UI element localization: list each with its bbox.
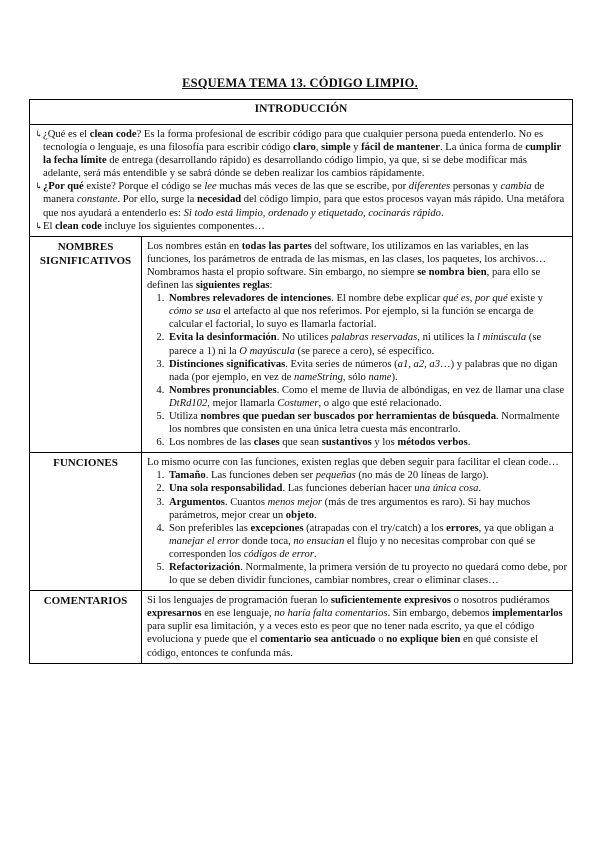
- paragraph-text: [43, 180, 567, 219]
- text-run: Lo mismo ocurre con las funciones, existen reglas que deben seguir para facilitar el clean code…: [147, 457, 559, 469]
- intro-content: [30, 125, 573, 237]
- text-run: errores: [446, 522, 479, 534]
- rules-list: [147, 292, 567, 449]
- text-run: en ese lenguaje,: [201, 608, 275, 620]
- list-item: [167, 482, 567, 495]
- rules-list: [147, 469, 567, 587]
- text-run: …) y palabras que no digan nada (por ejemplo, en vez de: [169, 358, 558, 383]
- text-run: l minúscula: [477, 332, 527, 344]
- text-run: Son preferibles las: [169, 522, 251, 534]
- text-run: el artefacto al que nos referimos. Por ejemplo, si la función se encarga de calcular el factorial, lo suyo es llamarla factorial.: [169, 306, 534, 331]
- text-run: cómo se usa: [169, 306, 221, 318]
- text-run: ¿Por qué: [43, 181, 84, 193]
- text-run: O mayúscula: [239, 345, 295, 357]
- text-run: ¿Qué es el: [43, 129, 90, 140]
- text-run: name: [368, 371, 392, 383]
- text-run: incluye los siguientes componentes…: [101, 220, 265, 232]
- text-run: métodos verbos: [397, 437, 468, 449]
- text-run: Distinciones significativas: [169, 358, 286, 370]
- text-run: (más de tres argumentos es raro). Si hay muchos parámetros, mejor crear un: [169, 496, 531, 521]
- text-run: , o algo que esté relacionado.: [318, 397, 442, 409]
- intro-paragraph: [35, 220, 567, 233]
- text-run: y: [350, 142, 362, 154]
- list-item: [167, 496, 567, 522]
- text-run: . No utilices: [276, 332, 331, 344]
- text-run: .: [478, 483, 482, 495]
- list-item: [167, 384, 567, 410]
- text-run: comentario sea anticuado: [260, 634, 376, 646]
- text-run: cumplir la fecha límite: [43, 142, 561, 167]
- text-run: o: [375, 634, 387, 646]
- text-run: .: [313, 548, 317, 560]
- text-run: . Las funciones deberían hacer: [282, 483, 415, 495]
- text-run: (se parece a 1) ni la: [169, 332, 542, 357]
- text-run: se nombra bien: [417, 266, 487, 278]
- text-run: . Las funciones deben ser: [205, 470, 316, 482]
- text-run: claro: [293, 142, 316, 154]
- paragraph-text: [43, 128, 567, 180]
- text-run: manejar el error: [169, 535, 240, 547]
- text-run: DtRd102: [169, 397, 208, 409]
- text-run: . Normalmente, la primera versión de tu proyecto no quedará como debe, por lo que se deben dividir funciones, cambiar nombres, crear o eliminar clases…: [169, 562, 568, 587]
- text-run: .: [314, 509, 317, 521]
- text-run: existe? Porque el código se: [83, 181, 205, 193]
- list-item: [167, 410, 567, 436]
- list-item: [167, 436, 567, 449]
- arrow-bullet-icon: ↳: [35, 220, 43, 231]
- text-run: excepciones: [250, 522, 304, 534]
- text-run: qué es: [442, 293, 470, 305]
- list-item: [167, 292, 567, 331]
- text-run: clases: [253, 437, 280, 449]
- text-run: ).: [391, 371, 398, 383]
- text-run: . Cuantos: [224, 496, 268, 508]
- text-run: menos mejor: [267, 496, 323, 508]
- text-run: implementarlos: [492, 608, 563, 620]
- text-run: una única cosa: [414, 483, 479, 495]
- text-run: donde toca,: [239, 535, 294, 547]
- text-run: (atrapadas con el try/catch) a los: [303, 522, 447, 534]
- schema-table: [29, 99, 573, 664]
- text-run: nameString: [294, 371, 343, 383]
- arrow-bullet-icon: ↳: [35, 181, 43, 192]
- text-run: no ensucian: [293, 535, 345, 547]
- text-run: fácil de mantener: [361, 142, 440, 154]
- text-run: diferentes: [408, 181, 451, 193]
- text-run: Nombres relevadores de intenciones: [169, 293, 332, 305]
- text-run: códigos de error: [243, 548, 314, 560]
- text-run: Si los lenguajes de programación fueran lo: [147, 595, 331, 607]
- section-intro: [147, 594, 567, 659]
- text-run: no haría falta comentarios: [274, 608, 388, 620]
- text-run: pequeñas: [315, 470, 356, 482]
- section-row: [30, 236, 573, 453]
- section-row: [30, 591, 573, 663]
- intro-paragraph: [35, 128, 567, 180]
- text-run: .: [467, 437, 471, 449]
- text-run: ,: [315, 142, 322, 154]
- text-run: sustantivos: [321, 437, 372, 449]
- list-item: [167, 561, 567, 587]
- text-run: Los nombres están en: [147, 240, 242, 252]
- arrow-bullet-icon: ↳: [35, 129, 43, 139]
- text-run: constante: [76, 194, 118, 206]
- text-run: :: [269, 280, 273, 292]
- text-run: nombres que puedan ser buscados por herramientas de búsqueda: [200, 410, 496, 422]
- intro-heading: INTRODUCCIÓN: [30, 100, 573, 125]
- section-content: [142, 591, 573, 663]
- text-run: . El nombre debe explicar: [331, 293, 443, 305]
- text-run: , sólo: [342, 371, 369, 383]
- text-run: en qué consiste el código, entonces te confunda más.: [147, 634, 539, 659]
- text-run: Nombres pronunciables: [169, 384, 277, 396]
- list-item: [167, 469, 567, 482]
- text-run: Tamaño: [169, 470, 206, 482]
- text-run: ? Es la forma profesional de escribir código para que cualquier persona pueda entenderlo. No es tecnología o lenguaje, es una filosofía para escribir código: [43, 129, 544, 154]
- text-run: .: [440, 207, 444, 219]
- text-run: expresarnos: [147, 608, 202, 620]
- section-label: FUNCIONES: [30, 453, 142, 591]
- text-run: y los: [371, 437, 398, 449]
- section-label: NOMBRES SIGNIFICATIVOS: [30, 236, 142, 453]
- section-content: [142, 236, 573, 453]
- list-item: [167, 522, 567, 561]
- text-run: del software, los utilizamos en las variables, en las funciones, los parámetros de entrada de las mismas, en las clases, los paquetes, los archivos… Nombramos hasta el propio software. Sin embargo, no siempre: [147, 240, 546, 278]
- text-run: por qué: [475, 293, 508, 305]
- section-intro: [147, 240, 567, 292]
- text-run: . Sin embargo, debemos: [387, 608, 493, 620]
- text-run: clean code: [89, 129, 137, 140]
- text-run: clean code: [55, 220, 102, 232]
- text-run: Evita la desinformación: [169, 332, 277, 344]
- text-run: (se parece a cero), sé específico.: [294, 345, 435, 357]
- intro-paragraph: [35, 180, 567, 219]
- intro-row: [30, 125, 573, 237]
- text-run: de manera: [43, 181, 545, 206]
- text-run: Los nombres de las: [169, 437, 254, 449]
- document-title: ESQUEMA TEMA 13. CÓDIGO LIMPIO.: [182, 76, 418, 90]
- text-run: siguientes reglas: [195, 280, 270, 292]
- text-run: . La única forma de: [439, 142, 526, 154]
- text-run: existe y: [507, 293, 543, 305]
- text-run: el flujo y no necesitas comprobar con qué se corresponden los: [169, 535, 536, 560]
- text-run: ,: [469, 293, 475, 305]
- text-run: Utiliza: [169, 410, 201, 422]
- text-run: no explique bien: [386, 634, 461, 646]
- section-label: COMENTARIOS: [30, 591, 142, 663]
- text-run: . Normalmente los nombres que consisten en una única letra cuesta más encontrarlo.: [169, 410, 560, 436]
- list-item: [167, 358, 567, 384]
- text-run: , ni utilices la: [417, 332, 477, 344]
- list-item: [167, 331, 567, 357]
- text-run: que sean: [279, 437, 322, 449]
- text-run: lee: [204, 181, 217, 193]
- text-run: . Como el meme de lluvia de albóndigas, en vez de llamar una clase: [276, 384, 565, 396]
- text-run: suficientemente expresivos: [330, 595, 452, 607]
- text-run: El: [43, 220, 56, 232]
- text-run: de entrega (desarrollando rápido) es desarrollando código limpio, ya que, si se debe modificar más adelante, será más entendible y se sabrá dónde se deben realizar los cambios rápidamente.: [43, 155, 527, 180]
- text-run: simple: [321, 142, 351, 154]
- section-intro: [147, 456, 567, 469]
- text-run: Una sola responsabilidad: [169, 483, 283, 495]
- section-row: [30, 453, 573, 591]
- text-run: palabras reservadas: [330, 332, 418, 344]
- text-run: Argumentos: [169, 496, 225, 508]
- text-run: Costumer: [277, 397, 319, 409]
- paragraph-text: [43, 220, 265, 233]
- text-run: , ya que obligan a: [478, 522, 554, 534]
- text-run: (no más de 20 líneas de largo).: [355, 470, 489, 482]
- text-run: muchas más veces de las que se escribe, por: [216, 181, 409, 193]
- text-run: necesidad: [196, 194, 242, 206]
- text-run: todas las partes: [241, 240, 312, 252]
- text-run: , mejor llamarla: [207, 397, 278, 409]
- text-run: cambia: [500, 181, 532, 193]
- text-run: . Evita series de números (: [285, 358, 398, 370]
- text-run: . Por ello, surge la: [117, 194, 197, 206]
- text-run: del código limpio, para que estos procesos vayan más rápido. Una metáfora que nos ayudará a entenderlo es:: [43, 194, 565, 219]
- section-content: [142, 453, 573, 591]
- text-run: personas y: [450, 181, 501, 193]
- intro-heading-row: [30, 100, 573, 125]
- text-run: o nosotros pudiéramos: [451, 595, 550, 607]
- text-run: para suplir esa limitación, y a veces esto es peor que no tener nada escrito, ya que el código evoluciona y puede que el: [147, 621, 535, 646]
- text-run: , para ello se definen las: [147, 266, 541, 292]
- text-run: Refactorización: [169, 562, 241, 573]
- text-run: objeto: [285, 509, 315, 521]
- text-run: a1, a2, a3: [397, 358, 441, 370]
- text-run: Si todo está limpio, ordenado y etiquetado, cocinarás rápido: [183, 207, 441, 219]
